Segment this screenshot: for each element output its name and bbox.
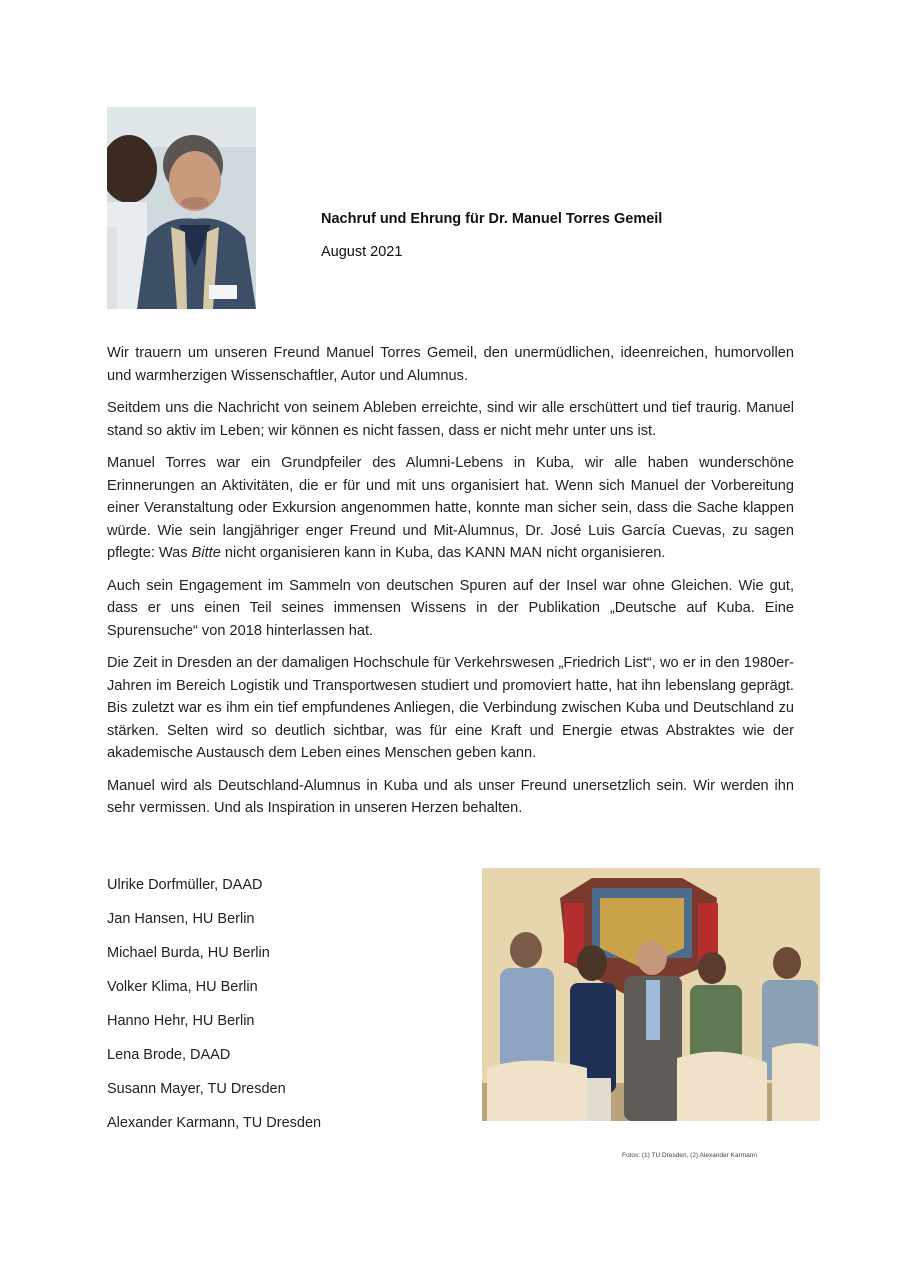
paragraph: Wir trauern um unseren Freund Manuel Torres Gemeil, den unermüdlichen, ideenreichen, humorvollen und warmherzigen Wissenschaftler, Autor und Alumnus. [107,345,794,384]
signature: Michael Burda, HU Berlin [107,945,270,961]
signature: Susann Mayer, TU Dresden [107,1081,286,1097]
signature: Ulrike Dorfmüller, DAAD [107,877,263,893]
page-date: August 2021 [321,244,403,260]
emphasis: Bitte [191,545,221,561]
signature: Volker Klima, HU Berlin [107,979,258,995]
photo-caption: Fotos: (1) TU Dresden, (2) Alexander Karmann [622,1152,757,1159]
signature-list [107,868,321,1140]
signature: Hanno Hehr, HU Berlin [107,1013,255,1029]
group-photo [482,868,820,1121]
paragraph: Die Zeit in Dresden an der damaligen Hochschule für Verkehrswesen „Friedrich List“, wo er in den 1980er-Jahren im Bereich Logistik und Transportwesen studiert und promoviert hatte, hat ihn lebenslang geprägt. Bis zuletzt war es ihm ein tief empfundenes Anliegen, die Verbindung zwischen Kuba und Deutschland zu stärken. Selten wird so deutlich sichtbar, was für eine Kraft und Energie etwas Abstraktes wie der akademische Austausch dem Leben eines Menschen geben kann. [107,655,794,761]
paragraph-text: Manuel Torres war ein Grundpfeiler des Alumni-Lebens in Kuba, wir alle haben wunderschöne Erinnerungen an Aktivitäten, die er für und mit uns organisiert hat. Wenn sich Manuel der Vorbereitung einer Veranstaltung oder Exkursion angenommen hatte, konnte man sicher sein, dass die Sache klappen würde. Wie sein langjähriger enger Freund und Mit-Alumnus, Dr. José Luis García Cuevas, zu sagen pflegte: Was [107,455,794,561]
signature: Lena Brode, DAAD [107,1047,231,1063]
paragraph: Seitdem uns die Nachricht von seinem Ableben erreichte, sind wir alle erschüttert und tief traurig. Manuel stand so aktiv im Leben; wir können es nicht fassen, dass er nicht mehr unter uns ist. [107,400,794,439]
paragraph [107,452,794,565]
signature: Alexander Karmann, TU Dresden [107,1115,322,1131]
page-title: Nachruf und Ehrung für Dr. Manuel Torres Gemeil [321,211,663,227]
paragraph: Manuel wird als Deutschland-Alumnus in Kuba und als unser Freund unersetzlich sein. Wir werden ihn sehr vermissen. Und als Inspiration in unseren Herzen behalten. [107,777,794,816]
signature: Jan Hansen, HU Berlin [107,911,255,927]
portrait-photo [107,107,256,309]
paragraph-text: nicht organisieren kann in Kuba, das KANN MAN nicht organisieren. [220,545,666,561]
paragraph: Auch sein Engagement im Sammeln von deutschen Spuren auf der Insel war ohne Gleichen. Wie gut, dass er uns einen Teil seines immensen Wissens in der Publikation „Deutsche auf Kuba. Eine Spurensuche“ von 2018 hinterlassen hat. [107,577,794,639]
body-text [107,342,794,830]
